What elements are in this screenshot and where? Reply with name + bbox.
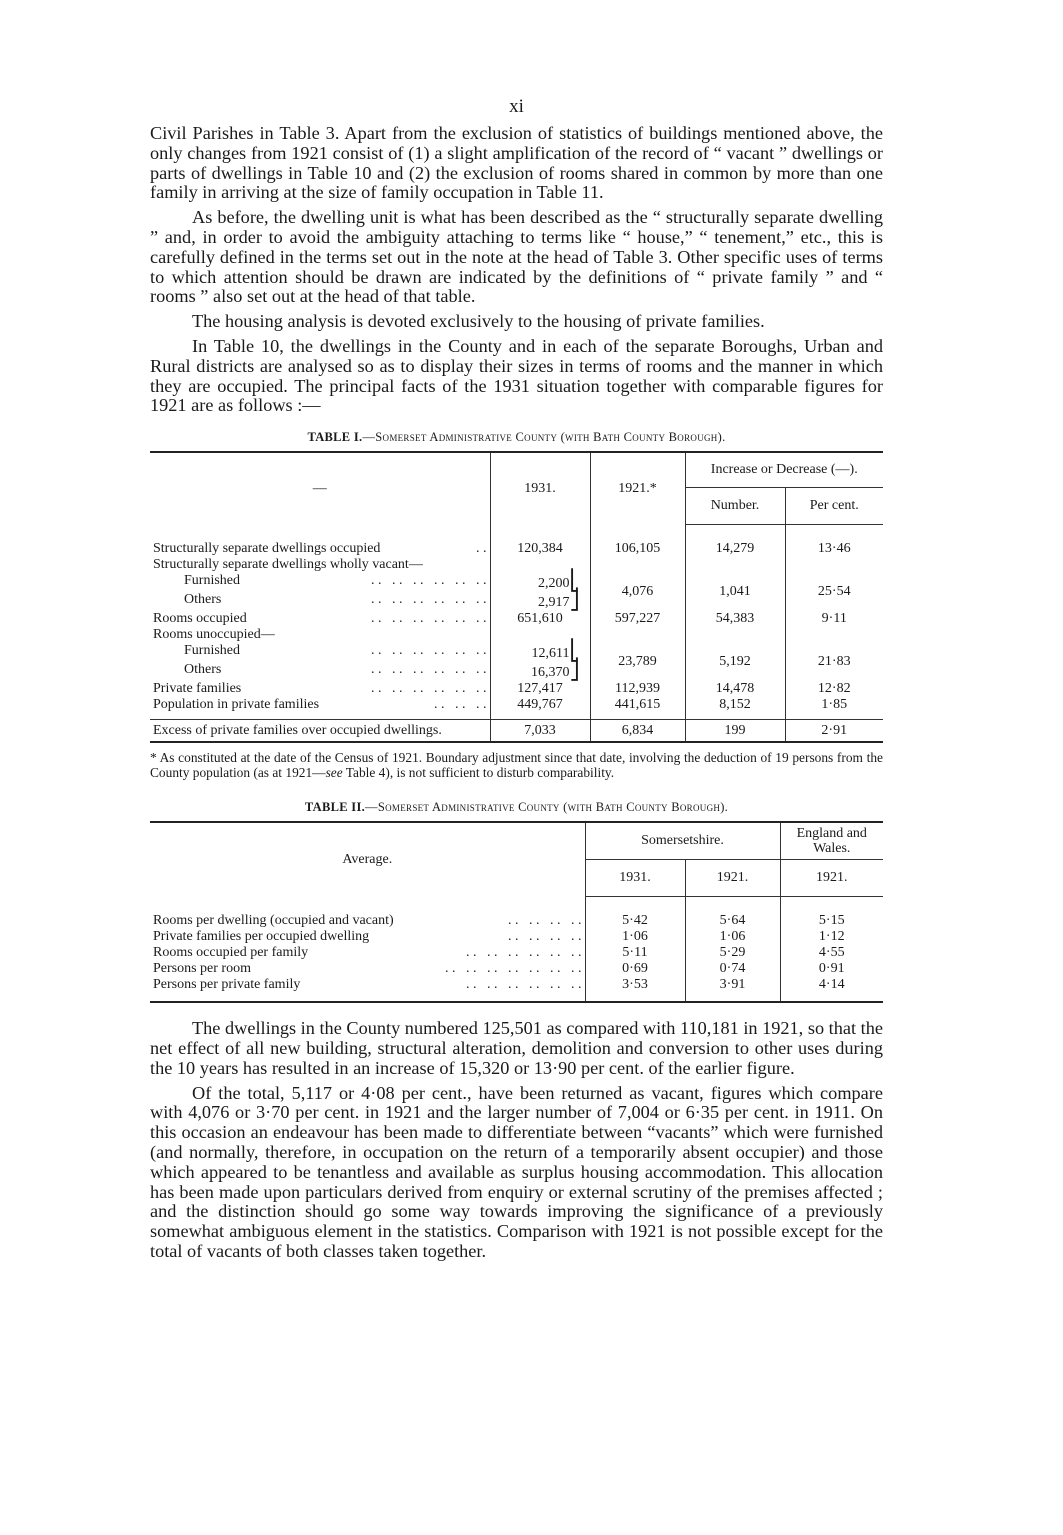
table-row: [150, 627, 883, 643]
cell-1931: 127,417: [490, 681, 590, 697]
cell-england-1921: 4·55: [780, 945, 883, 961]
table-row: [150, 720, 883, 743]
table2-header-1921: 1921.: [685, 860, 780, 897]
table2-header-1931: 1931.: [585, 860, 685, 897]
cell-percent: 21·83: [785, 643, 883, 681]
table2-header-average: Average.: [150, 822, 585, 897]
row-label: Others: [184, 592, 222, 608]
cell-1931: 651,610: [490, 611, 590, 627]
cell-england-1921: 1·12: [780, 929, 883, 945]
cell-1931: 7,033: [490, 720, 590, 743]
cell-percent: 2·91: [785, 720, 883, 743]
cell-percent: 9·11: [785, 611, 883, 627]
page-number: xi: [509, 96, 524, 117]
table2-caption-label: TABLE II.: [304, 800, 366, 815]
cell-number: 5,192: [685, 643, 785, 681]
table1: [150, 451, 883, 745]
cell-1921: 441,615: [590, 697, 685, 720]
cell-percent: 13·46: [785, 541, 883, 557]
table2-header-england: England and Wales.: [780, 822, 883, 860]
cell-1931: 449,767: [490, 697, 590, 720]
table2-caption: [150, 800, 883, 815]
cell-percent: 25·54: [785, 573, 883, 611]
paragraph-vacants: Of the total, 5,117 or 4·08 per cent., have been returned as vacant, figures which compare with 4,076 or 3·70 per cent. in 1921 and the larger number of 7,004 or 6·35 per cent. in 1911. On this occasion an endeavour has been made to differentiate between “vacants” which were furnished (and normally, therefore, in occupation on the return of a temporarily absent occupier) and those which appeared to be tenantless and available as surplus housing accommodation. This allocation has been made upon particulars derived from enquiry or external scrutiny of the premises affected ; and the distinction should go some way towards improving the significance of a previously somewhat ambiguous element in the statistics. Comparison with 1921 is not possible except for the total of vacants of both classes taken together.: [150, 1082, 883, 1261]
table1-header-number: Number.: [685, 488, 785, 525]
paragraph-dwellings-numbered: The dwellings in the County numbered 125,501 as compared with 110,181 in 1921, so that the net effect of all new building, structural alteration, demolition and conversion to other uses during the 10 years has resulted in an increase of 15,320 or 13·90 per cent. of the earlier figure.: [150, 1018, 883, 1078]
cell-number: 54,383: [685, 611, 785, 627]
table1-header-percent: Per cent.: [785, 488, 883, 525]
cell-1931: 3·53: [585, 977, 685, 1002]
table1-header-blank: —: [150, 452, 490, 525]
row-label: Structurally separate dwellings occupied: [153, 541, 381, 557]
row-label: Private families per occupied dwelling: [153, 929, 370, 945]
table-row: Private families per occupied dwelling . . . . . . . . 1·06 1·06 1·12: [150, 929, 883, 945]
table1-caption-title: Somerset Administrative County (with Bath County Borough).: [375, 430, 726, 445]
cell-england-1921: 0·91: [780, 961, 883, 977]
table1-footnote: [150, 750, 883, 780]
row-label: Rooms per dwelling (occupied and vacant): [153, 913, 394, 929]
table1-caption-dash: —: [362, 430, 376, 445]
cell-1921: 106,105: [590, 541, 685, 557]
cell-1921: 5·29: [685, 945, 780, 961]
cell-england-1921: 4·14: [780, 977, 883, 1002]
cell-1931: 0·69: [585, 961, 685, 977]
cell-number: 14,279: [685, 541, 785, 557]
cell-1931: 5·11: [585, 945, 685, 961]
row-label: Rooms occupied per family: [153, 945, 309, 961]
cell-1931: 2,917: [538, 595, 570, 611]
table2-caption-dash: —: [365, 800, 378, 815]
row-label: Excess of private families over occupied dwellings.: [150, 720, 490, 743]
row-label: Persons per room: [153, 961, 251, 977]
table-row: Population in private families . . . . . . 449,767 441,615 8,152 1·85: [150, 697, 883, 720]
footnote-text: * As constituted at the date of the Census of 1921. Boundary adjustment since that date, involving the deduction of 19 persons from the County population (as at 1921—: [150, 750, 883, 781]
table2-header-somerset: Somersetshire.: [585, 822, 780, 860]
table-row: Rooms occupied . . . . . . . . . . . . 651,610 597,227 54,383 9·11: [150, 611, 883, 627]
row-label: Rooms occupied: [153, 611, 247, 627]
table-row: Persons per private family . . . . . . . . . . . . 3·53 3·91 4·14: [150, 977, 883, 1002]
table1-caption: [150, 430, 883, 445]
table-row: Rooms occupied per family . . . . . . . . . . . . 5·11 5·29 4·55: [150, 945, 883, 961]
paragraph-continuation: Civil Parishes in Table 3. Apart from the exclusion of statistics of buildings mentioned above, the only changes from 1921 consist of (1) a slight amplification of the record of “ vacant ” dwellings or parts of dwellings in Table 10 and (2) the exclusion of rooms shared in common by more than one family in arriving at the size of family occupation in Table 11.: [150, 123, 883, 203]
table2: [150, 821, 883, 1005]
cell-1921: 23,789: [590, 643, 685, 681]
table-row: Others . . . . . . . . . . . . 2,917⎦: [150, 592, 883, 611]
document-page: [150, 96, 883, 1262]
cell-1921: 597,227: [590, 611, 685, 627]
cell-1931: 2,200: [538, 576, 570, 592]
cell-1921: 5·64: [685, 913, 780, 929]
cell-1931: 12,611: [531, 646, 570, 662]
cell-number: 199: [685, 720, 785, 743]
table-row: Private families . . . . . . . . . . . . 127,417 112,939 14,478 12·82: [150, 681, 883, 697]
table-row: [150, 557, 883, 573]
table-row: Furnished . . . . . . . . . . . . 2,200⎣ 4,076 1,041 25·54: [150, 573, 883, 592]
cell-number: 8,152: [685, 697, 785, 720]
cell-1921: 1·06: [685, 929, 780, 945]
cell-1921: 4,076: [590, 573, 685, 611]
paragraph-table10: In Table 10, the dwellings in the County and in each of the separate Boroughs, Urban and Rural districts are analysed so as to display their sizes in terms of rooms and the manner in which they are occupied. The principal facts of the 1931 situation together with comparable figures for 1921 are as follows :—: [150, 335, 883, 416]
table1-header-1931: 1931.: [490, 452, 590, 525]
cell-1921: 3·91: [685, 977, 780, 1002]
cell-england-1921: 5·15: [780, 913, 883, 929]
paragraph-housing-analysis: The housing analysis is devoted exclusively to the housing of private families.: [192, 311, 765, 332]
cell-1921: 112,939: [590, 681, 685, 697]
cell-1931: 120,384: [490, 541, 590, 557]
cell-percent: 12·82: [785, 681, 883, 697]
row-label: Private families: [153, 681, 242, 697]
table1-caption-label: TABLE I.: [307, 430, 363, 445]
row-label: Furnished: [184, 643, 240, 659]
row-label: Rooms unoccupied—: [153, 627, 275, 643]
row-label: Furnished: [184, 573, 240, 589]
table1-header-increase: Increase or Decrease (—).: [685, 452, 883, 488]
row-label: Others: [184, 662, 222, 678]
cell-1931: 1·06: [585, 929, 685, 945]
table2-header-e1921: 1921.: [780, 860, 883, 897]
row-label: Population in private families: [153, 697, 320, 713]
cell-1931: 5·42: [585, 913, 685, 929]
cell-1921: 0·74: [685, 961, 780, 977]
cell-percent: 1·85: [785, 697, 883, 720]
table-row: Furnished . . . . . . . . . . . . 12,611⎣ 23,789 5,192 21·83: [150, 643, 883, 662]
cell-1931: 16,370: [531, 665, 570, 681]
cell-number: 1,041: [685, 573, 785, 611]
table-row: Persons per room . . . . . . . . . . . . . . 0·69 0·74 0·91: [150, 961, 883, 977]
paragraph-dwelling-unit: As before, the dwelling unit is what has been described as the “ structurally separate dwelling ” and, in order to avoid the ambiguity attaching to terms like “ house,” “ tenement,” etc., this is carefully defined in the terms set out in the note at the head of Table 3. Other specific uses of terms to which attention should be drawn are indicated by the definitions of “ private family ” and “ rooms ” also set out at the head of that table.: [150, 207, 883, 307]
table1-header-1921: 1921.*: [590, 452, 685, 525]
cell-number: 14,478: [685, 681, 785, 697]
table-row: Structurally separate dwellings occupied . . 120,384 106,105 14,279 13·46: [150, 541, 883, 557]
table-row: Rooms per dwelling (occupied and vacant) . . . . . . . . 5·42 5·64 5·15: [150, 913, 883, 929]
row-label: Structurally separate dwellings wholly vacant—: [153, 557, 423, 573]
table2-caption-title: Somerset Administrative County (with Bath County Borough).: [377, 800, 729, 815]
footnote-text-end: Table 4), is not sufficient to disturb comparability.: [342, 765, 615, 781]
table-row: Others . . . . . . . . . . . . 16,370⎦: [150, 662, 883, 681]
footnote-see: see: [325, 765, 343, 781]
cell-1921: 6,834: [590, 720, 685, 743]
row-label: Persons per private family: [153, 977, 301, 993]
